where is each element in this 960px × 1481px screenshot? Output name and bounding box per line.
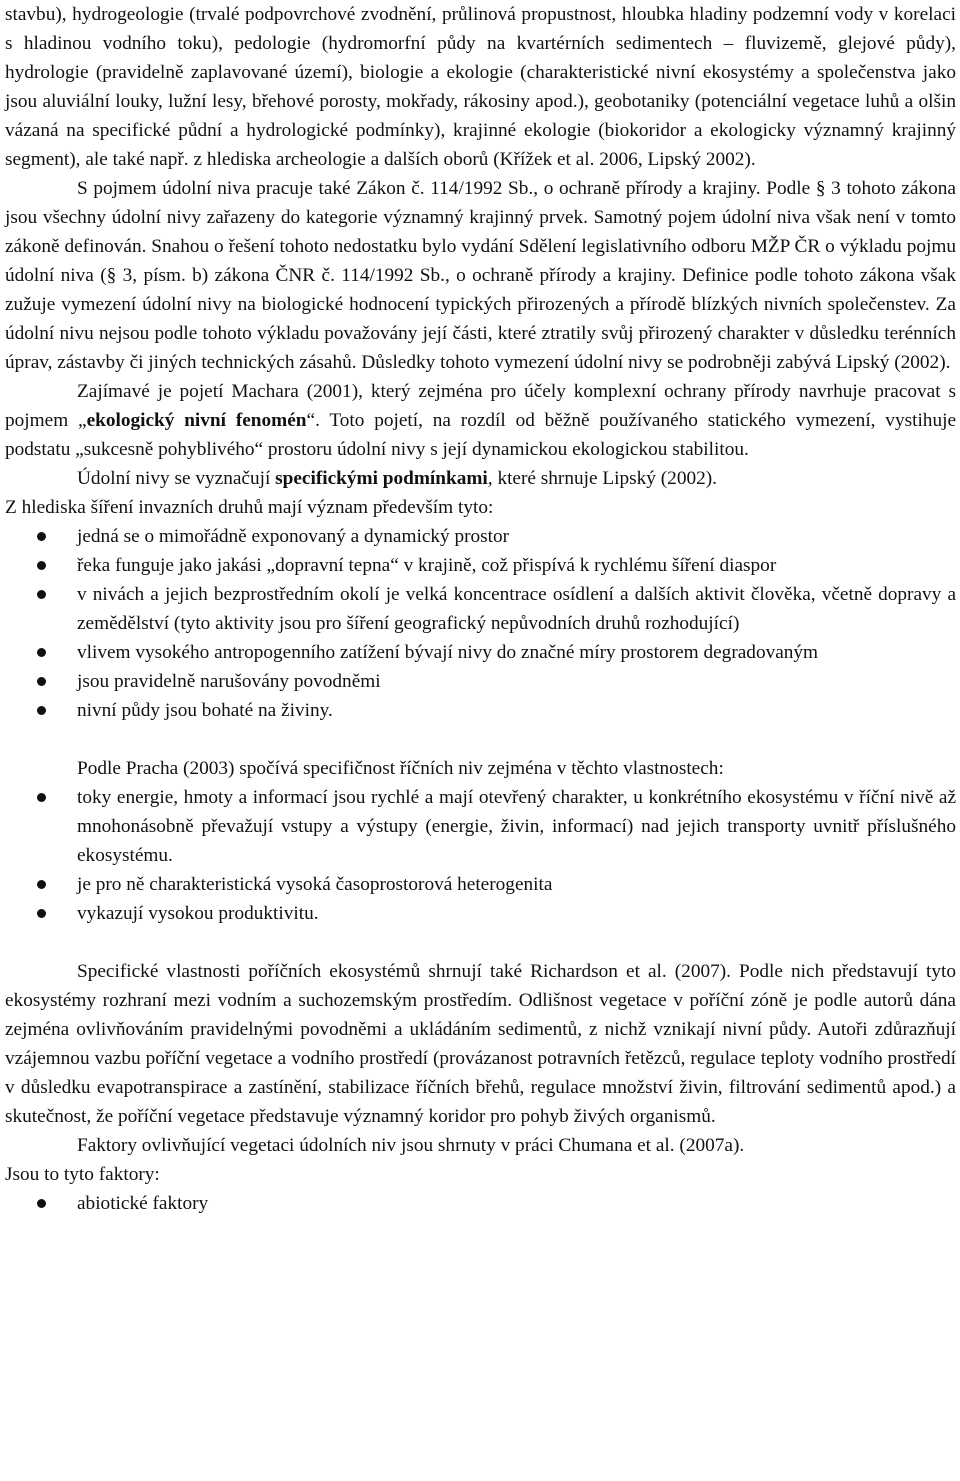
list-item <box>5 580 956 638</box>
list-item <box>5 551 956 580</box>
list-item-text: jsou pravidelně narušovány povodněmi <box>77 671 381 692</box>
bullet-icon <box>37 532 46 541</box>
paragraph-richardson: Specifické vlastnosti poříčních ekosystémů shrnují také Richardson et al. (2007). Podle nich představují tyto ekosystémy rozhraní mezi vodním a suchozemským prostředím. Odlišnost vegetace v poříční zóně je podle autorů dána zejména ovlivňováním pravidelnými povodněmi a ukládáním sedimentů, z nichž vznikají nivní půdy. Autoři zdůrazňují vzájemnou vazbu poříční vegetace a vodního prostředí (provázanost potravních řetězců, regulace teploty vodního prostředí v důsledku evapotranspirace a zastínění, stabilizace říčních břehů, regulace množství živin, filtrování sedimentů apod.) a skutečnost, že poříční vegetace představuje významný koridor pro pohyb živých organismů. <box>5 961 956 1127</box>
paragraph-factors: Faktory ovlivňující vegetaci údolních niv jsou shrnuty v práci Chumana et al. (2007a). <box>77 1135 745 1156</box>
bullet-icon <box>37 909 46 918</box>
list-item <box>5 667 956 696</box>
list-item <box>5 522 956 551</box>
list-item <box>5 1189 956 1218</box>
list-item <box>5 783 956 870</box>
factors-list <box>5 1189 956 1218</box>
list-item-text: jedná se o mimořádně exponovaný a dynamický prostor <box>77 526 510 547</box>
paragraph-text: S pojmem údolní niva pracuje také Zákon č. 114/1992 Sb., o ochraně přírody a krajiny. Podle § 3 tohoto zákona jsou všechny údolní nivy zařazeny do kategorie významný krajinný prvek. Samotný pojem údolní niva však není v tomto zákoně definován. Snahou o řešení tohoto nedostatku bylo vydání Sdělení legislativního odboru MŽP ČR o výkladu pojmu údolní niva (§ 3, písm. b) zákona ČNR č. 114/1992 Sb., o ochraně přírody a krajiny. Definice podle tohoto zákona však zužuje vymezení údolní nivy na biologické hodnocení typických přirozených a přírodě blízkých nivních společenstev. Za údolní nivu nejsou podle tohoto výkladu považovány její části, které ztratily svůj přirozený charakter v důsledku terénních úprav, zástavby či jiných technických zásahů. Důsledky tohoto vymezení údolní nivy se podrobněji zabývá Lipský (2002). <box>5 178 956 373</box>
paragraph-text: stavbu), hydrogeologie (trvalé podpovrchové zvodnění, průlinová propustnost, hloubka hladiny podzemní vody v korelaci s hladinou vodního toku), pedologie (hydromorfní půdy na kvartérních sedimentech – fluvizemě, glejové půdy), hydrologie (pravidelně zaplavované území), biologie a ekologie (charakteristické nivní ekosystémy a společenstva jako jsou aluviální louky, lužní lesy, břehové porosty, mokřady, rákosiny apod.), geobotaniky (potenciální vegetace luhů a olšin vázaná na specifické půdní a hydrologické podmínky), krajinné ekologie (biokoridor a ekologicky významný krajinný segment), ale také např. z hlediska archeologie a dalších oborů (Křížek et al. 2006, Lipský 2002). <box>5 4 956 170</box>
invasive-list <box>5 522 956 725</box>
paragraph-text: Zajímavé je pojetí Machara (2001), který zejména pro účely komplexní ochrany přírody navrhuje pracovat s pojmem „ <box>5 381 956 431</box>
bullet-icon <box>37 677 46 686</box>
bullet-icon <box>37 1199 46 1208</box>
list-item <box>5 638 956 667</box>
bullet-icon <box>37 880 46 889</box>
paragraph-lipsky <box>5 464 956 493</box>
list-item-text: v nivách a jejich bezprostředním okolí je velká koncentrace osídlení a dalších aktivit člověka, včetně dopravy a zemědělství (tyto aktivity jsou pro šíření geografický nepůvodních druhů rozhodující) <box>77 584 956 634</box>
pracha-intro: Podle Pracha (2003) spočívá specifičnost říčních niv zejména v těchto vlastnostech: <box>77 758 724 779</box>
list-item-text: vlivem vysokého antropogenního zatížení bývají nivy do značné míry prostorem degradovaným <box>77 642 819 663</box>
list-item-text: abiotické faktory <box>77 1193 209 1214</box>
paragraph-text: , které shrnuje Lipský (2002). <box>487 468 717 489</box>
list-item-text: je pro ně charakteristická vysoká časoprostorová heterogenita <box>77 874 553 895</box>
pracha-list <box>5 783 956 928</box>
factors-intro: Jsou to tyto faktory: <box>5 1164 160 1185</box>
list-item <box>5 870 956 899</box>
paragraph-text: Údolní nivy se vyznačují <box>77 468 276 489</box>
bold-term: ekologický nivní fenomén <box>86 410 307 431</box>
list-item-text: řeka funguje jako jakási „dopravní tepna“ v krajině, což přispívá k rychlému šíření diaspor <box>77 555 777 576</box>
spacer <box>5 928 956 957</box>
paragraph-continuation <box>5 0 956 174</box>
bullet-icon <box>37 590 46 599</box>
list-item-text: vykazují vysokou produktivitu. <box>77 903 319 924</box>
invasive-intro: Z hlediska šíření invazních druhů mají význam především tyto: <box>5 497 494 518</box>
bullet-icon <box>37 793 46 802</box>
list-item-text: toky energie, hmoty a informací jsou rychlé a mají otevřený charakter, u konkrétního ekosystému v říční nivě až mnohonásobně převažují vstupy a výstupy (energie, živin, informací) nad jejich transporty uvnitř příslušného ekosystému. <box>77 787 956 866</box>
bullet-icon <box>37 706 46 715</box>
list-item <box>5 696 956 725</box>
bullet-icon <box>37 648 46 657</box>
bullet-icon <box>37 561 46 570</box>
spacer <box>5 725 956 754</box>
paragraph-machar <box>5 377 956 464</box>
paragraph-zakon <box>5 174 956 377</box>
list-item <box>5 899 956 928</box>
paragraph-text: “. Toto pojetí, na rozdíl od běžně používaného statického vymezení, vystihuje podstatu „sukcesně pohyblivého“ prostoru údolní nivy s její dynamickou ekologickou stabilitou. <box>5 410 956 460</box>
list-item-text: nivní půdy jsou bohaté na živiny. <box>77 700 333 721</box>
bold-term: specifickými podmínkami <box>275 468 488 489</box>
